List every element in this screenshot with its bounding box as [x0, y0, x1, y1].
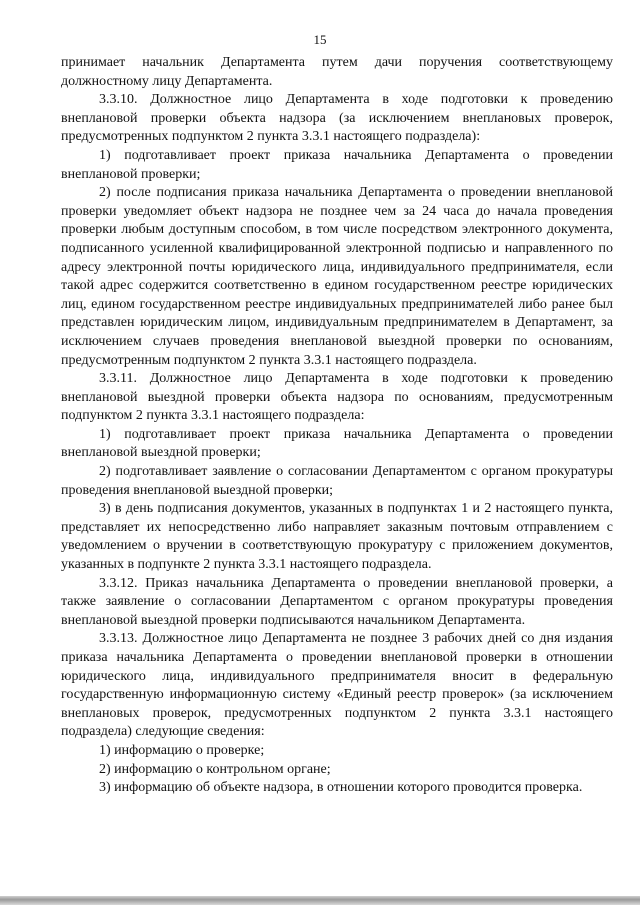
- document-body: [61, 54, 613, 798]
- list-item: 2) подготавливает заявление о согласовании Департаментом с органом прокуратуры проведения внеплановой выездной проверки;: [61, 464, 613, 498]
- list-item: 1) подготавливает проект приказа начальника Департамента о проведении внеплановой выездной проверки;: [61, 426, 613, 461]
- list-item: 2) информацию о контрольном органе;: [99, 761, 331, 777]
- list-item: 1) информацию о проверке;: [99, 742, 265, 758]
- scan-bottom-edge: [0, 896, 640, 905]
- list-item: 2) после подписания приказа начальника Департамента о проведении внеплановой проверки уведомляет объект надзора не позднее чем за 24 часа до начала проведения проверки любым доступным способом, в том числе посредством электронного документа, подписанного усиленной квалифицированной электронной подписью и направленного по адресу электронной почты юридического лица, индивидуального предпринимателя, если такой адрес содержится соответственно в едином государственном реестре юридических лиц, едином государственном реестре индивидуальных предпринимателей либо ранее был представлен юридическим лицом, индивидуальным предпринимателем в Департамент, за исключением случаев проведения внеплановой выездной проверки по основаниям, предусмотренным подпунктом 2 пункта 3.3.1 настоящего подраздела.: [61, 185, 613, 368]
- paragraph-3-3-11: 3.3.11. Должностное лицо Департамента в ходе подготовки к проведению внеплановой выездной проверки объекта надзора по основаниям, предусмотренным подпунктом 2 пункта 3.3.1 настоящего подраздела:: [61, 371, 613, 424]
- paragraph-3-3-13: 3.3.13. Должностное лицо Департамента не позднее 3 рабочих дней со дня издания приказа начальника Департамента о проведении внеплановой проверки в отношении юридического лица, индивидуального предпринимателя вносит в федеральную государственную информационную систему «Единый реестр проверок» (за исключением внеплановых проверок, предусмотренных подпунктом 2 пункта 3.3.1 настоящего подраздела) следующие сведения:: [61, 631, 613, 740]
- paragraph-3-3-10: 3.3.10. Должностное лицо Департамента в ходе подготовки к проведению внеплановой проверки объекта надзора (за исключением внеплановых проверок, предусмотренных подпунктом 2 пункта 3.3.1 настоящего подраздела):: [61, 92, 613, 145]
- list-item: 3) в день подписания документов, указанных в подпунктах 1 и 2 настоящего пункта, представляет их непосредственно либо направляет заказным почтовым отправлением с уведомлением о вручении в соответствующую прокуратуру с приложением документов, указанных в подпункте 2 пункта 3.3.1 настоящего подраздела.: [61, 501, 613, 573]
- list-item: 3) информацию об объекте надзора, в отношении которого проводится проверка.: [99, 780, 583, 796]
- list-item: 1) подготавливает проект приказа начальника Департамента о проведении внеплановой проверки;: [61, 147, 613, 182]
- page-number: 15: [313, 32, 327, 47]
- paragraph-continuation: принимает начальник Департамента путем дачи поручения соответствующему должностному лицу Департамента.: [61, 55, 613, 89]
- paragraph-3-3-12: 3.3.12. Приказ начальника Департамента о проведении внеплановой проверки, а также заявление о согласовании Департаментом с органом прокуратуры проведения внеплановой выездной проверки подписываются начальником Департамента.: [61, 575, 613, 628]
